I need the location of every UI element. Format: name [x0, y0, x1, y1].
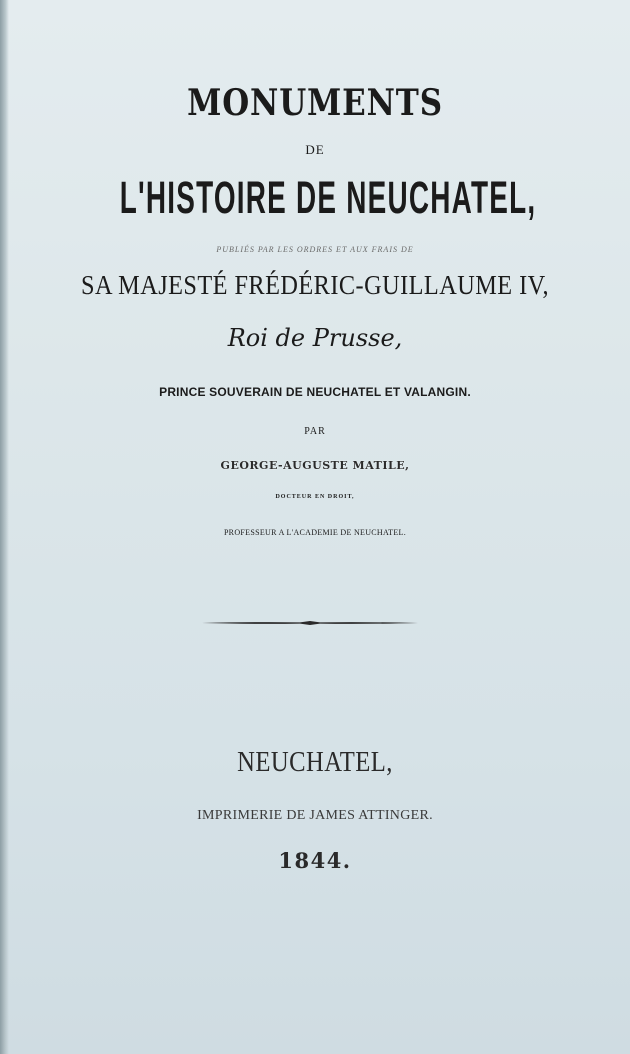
book-title: MONUMENTS	[187, 82, 443, 124]
prince-line: PRINCE SOUVERAIN DE NEUCHATEL ET VALANGIN.	[159, 385, 471, 399]
published-note: PUBLIÉS PAR LES ORDRES ET AUX FRAIS DE	[216, 245, 414, 254]
author-position: PROFESSEUR A L'ACADEMIE DE NEUCHATEL.	[223, 528, 407, 537]
imprint-printer: IMPRIMERIE DE JAMES ATTINGER.	[197, 808, 433, 823]
sovereign-name: SA MAJESTÉ FRÉDÉRIC-GUILLAUME IV,	[80, 270, 550, 300]
ornament-rule	[200, 618, 420, 628]
by-line: PAR	[304, 426, 326, 437]
binding-edge	[0, 0, 9, 1054]
author-degree: DOCTEUR EN DROIT,	[275, 494, 355, 500]
imprint-year: 1844.	[278, 848, 352, 873]
author-name: GEORGE-AUGUSTE MATILE,	[220, 459, 410, 472]
imprint-city: NEUCHATEL,	[237, 747, 393, 778]
sovereign-title: Roi de Prusse,	[227, 324, 403, 352]
title-connector-de: DE	[305, 142, 325, 157]
book-subtitle: L'HISTOIRE DE NEUCHATEL,	[119, 172, 537, 223]
